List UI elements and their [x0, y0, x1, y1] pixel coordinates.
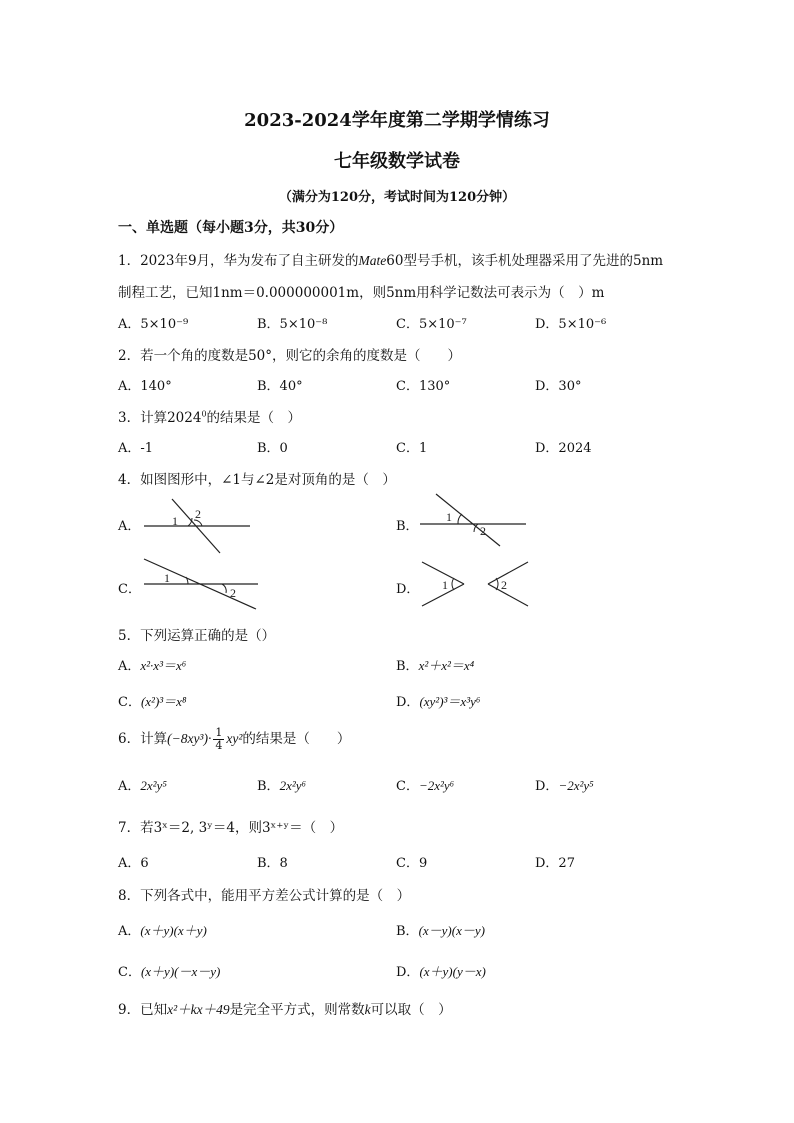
q4-label-b: B． — [396, 519, 419, 534]
q6-option-b — [257, 775, 306, 794]
question-1-line2: 制程工艺，已知1nm＝0.000000001m，则5nm用科学记数法可表示为（ ）m — [118, 285, 605, 301]
q4-figure-d — [418, 558, 533, 610]
question-7: 7．若3ˣ＝2, 3ʸ＝4，则3ˣ⁺ʸ＝（ ） — [118, 820, 344, 836]
exam-note: （满分为120分，考试时间为120分钟） — [278, 190, 516, 205]
q4-label-c: C． — [118, 582, 141, 597]
q3-text-b: 的结果是（ ） — [206, 410, 302, 426]
q1-option-d: D．5×10⁻⁶ — [535, 317, 607, 332]
q8-c-expr: (x＋y)(－x－y) — [140, 964, 221, 979]
q7-option-d: D．27 — [535, 856, 575, 871]
q8-a-label: A． — [118, 924, 141, 939]
fig-a-mark-2: 2 — [195, 507, 201, 521]
q2-option-c: C．130° — [396, 379, 451, 394]
q5-b-expr: x²＋x²＝x⁴ — [418, 658, 475, 673]
fig-c-mark-1: 1 — [164, 571, 170, 585]
q6-text-b: 的结果是（ ） — [242, 731, 351, 747]
section-heading: 一、单选题（每小题3分，共30分） — [118, 220, 344, 236]
q4-figure-c — [140, 555, 265, 615]
q3-text-a: 3．计算2024 — [118, 410, 202, 426]
question-3 — [118, 406, 301, 426]
q6-c-label: C． — [396, 779, 419, 794]
q6-expr-b: xy² — [226, 731, 243, 746]
q5-option-b — [396, 655, 474, 674]
q1-option-a: A．5×10⁻⁹ — [118, 317, 189, 332]
q9-expr: x²＋kx＋49 — [167, 1002, 230, 1017]
q6-a-expr: 2x²y⁵ — [140, 778, 167, 793]
q4-label-a: A． — [118, 519, 141, 534]
q7-option-a: A．6 — [118, 856, 149, 871]
question-6 — [118, 727, 350, 752]
fig-d-mark-2: 2 — [501, 578, 507, 592]
q1-mate: Mate — [358, 253, 387, 268]
q6-fraction — [213, 727, 224, 752]
q1-text-b: 60型号手机，该手机处理器采用了先进的5nm — [386, 253, 664, 269]
question-2: 2．若一个角的度数是50°，则它的余角的度数是（ ） — [118, 348, 462, 364]
q3-option-d: D．2024 — [535, 441, 592, 456]
fig-d-arc-1 — [452, 578, 454, 590]
fig-c-mark-2: 2 — [230, 586, 236, 600]
q8-option-c — [118, 961, 220, 980]
q6-option-d — [535, 775, 594, 794]
q6-option-c — [396, 775, 454, 794]
q2-option-a: A．140° — [118, 379, 172, 394]
q3-option-c: C．1 — [396, 441, 428, 456]
q4-figure-b — [416, 490, 531, 550]
fig-d-line-4 — [488, 584, 528, 606]
fig-d-line-3 — [488, 562, 528, 584]
q6-c-expr: −2x²y⁶ — [418, 778, 455, 793]
question-4: 4．如图图形中，∠1与∠2是对顶角的是（ ） — [118, 472, 396, 488]
q6-d-expr: −2x²y⁵ — [558, 778, 594, 793]
question-5: 5．下列运算正确的是（） — [118, 628, 276, 644]
q9-text-a: 9．已知 — [118, 1002, 168, 1018]
fig-b-mark-2: 2 — [480, 524, 486, 538]
q8-option-d — [396, 961, 486, 980]
page-subtitle: 七年级数学试卷 — [334, 151, 460, 172]
q6-frac-numerator: 1 — [215, 726, 223, 739]
fig-a-mark-1: 1 — [172, 514, 178, 528]
q1-option-b: B．5×10⁻⁸ — [257, 317, 328, 332]
q1-text-a: 1．2023年9月，华为发布了自主研发的 — [118, 253, 359, 269]
question-9 — [118, 998, 452, 1018]
q5-d-expr: (xy²)³＝x³y⁶ — [419, 694, 481, 709]
q9-text-b: 是完全平方式，则常数 — [229, 1002, 365, 1018]
q8-option-b — [396, 920, 485, 939]
q7-option-c: C．9 — [396, 856, 428, 871]
q1-option-c: C．5×10⁻⁷ — [396, 317, 467, 332]
q5-option-d — [396, 691, 480, 710]
q8-c-label: C． — [118, 965, 141, 980]
fig-c-arc-2 — [222, 584, 226, 593]
q8-b-label: B． — [396, 924, 419, 939]
q8-d-label: D． — [396, 965, 420, 980]
page-title: 2023-2024学年度第二学期学情练习 — [244, 110, 550, 131]
question-8: 8．下列各式中，能用平方差公式计算的是（ ） — [118, 888, 411, 904]
q3-exponent: 0 — [201, 409, 207, 419]
q6-frac-denominator: 4 — [215, 739, 223, 752]
q6-option-a — [118, 775, 167, 794]
q9-k: k — [364, 1002, 371, 1017]
q6-d-label: D． — [535, 779, 559, 794]
q7-option-b: B．8 — [257, 856, 288, 871]
q6-expr-a: (−8xy³)· — [167, 731, 212, 746]
q8-a-expr: (x＋y)(x＋y) — [140, 923, 207, 938]
q2-option-d: D．30° — [535, 379, 582, 394]
q5-b-label: B． — [396, 659, 419, 674]
fig-b-arc-1 — [458, 514, 462, 524]
question-1 — [118, 249, 663, 269]
q8-option-a — [118, 920, 207, 939]
q6-b-expr: 2x²y⁶ — [279, 778, 307, 793]
q3-option-a: A．-1 — [118, 441, 154, 456]
q2-option-b: B．40° — [257, 379, 303, 394]
q5-c-expr: (x²)³＝x⁸ — [140, 694, 187, 709]
q6-a-label: A． — [118, 779, 141, 794]
q5-a-label: A． — [118, 659, 141, 674]
q5-d-label: D． — [396, 695, 420, 710]
q3-option-b: B．0 — [257, 441, 288, 456]
q5-a-expr: x²·x³＝x⁶ — [140, 658, 187, 673]
q5-c-label: C． — [118, 695, 141, 710]
q6-b-label: B． — [257, 779, 280, 794]
q4-label-d: D． — [396, 582, 420, 597]
fig-b-mark-1: 1 — [446, 510, 452, 524]
q9-text-c: 可以取（ ） — [370, 1002, 452, 1018]
q5-option-c — [118, 691, 186, 710]
q8-b-expr: (x－y)(x－y) — [418, 923, 485, 938]
fig-d-mark-1: 1 — [442, 578, 448, 592]
q5-option-a — [118, 655, 186, 674]
q8-d-expr: (x＋y)(y－x) — [419, 964, 486, 979]
q6-text-a: 6．计算 — [118, 731, 168, 747]
q4-figure-a — [140, 496, 255, 556]
